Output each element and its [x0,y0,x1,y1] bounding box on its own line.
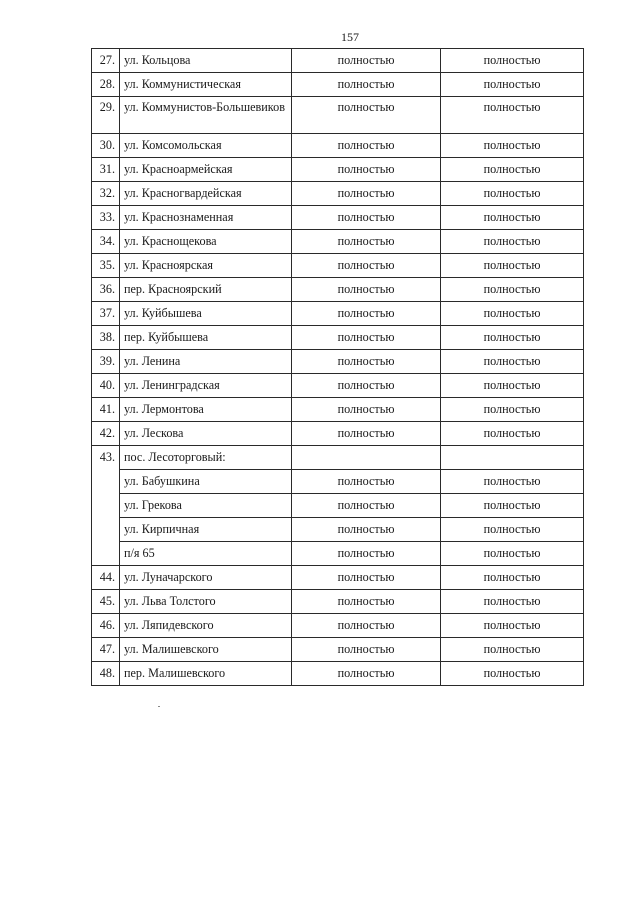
coverage-col-2: полностью [441,374,584,398]
street-name: пер. Красноярский [120,278,292,302]
table-row [92,73,584,97]
street-name: ул. Красноармейская [120,158,292,182]
table-row [92,422,584,446]
coverage-col-2: полностью [441,422,584,446]
street-name: ул. Ленинградская [120,374,292,398]
coverage-col-1: полностью [292,230,441,254]
street-name: ул. Куйбышева [120,302,292,326]
street-name: пер. Малишевского [120,662,292,686]
coverage-col-2: полностью [441,542,584,566]
row-number: 27. [92,49,120,73]
coverage-col-1: полностью [292,206,441,230]
coverage-col-1: полностью [292,398,441,422]
table-row [92,662,584,686]
coverage-col-2: полностью [441,278,584,302]
street-name: ул. Кольцова [120,49,292,73]
table-row [92,566,584,590]
coverage-col-1: полностью [292,350,441,374]
coverage-col-1: полностью [292,49,441,73]
street-name: ул. Краснощекова [120,230,292,254]
scan-dot [158,706,160,707]
row-number: 41. [92,398,120,422]
coverage-col-2: полностью [441,518,584,542]
table-row [92,374,584,398]
coverage-col-2: полностью [441,158,584,182]
street-name: ул. Малишевского [120,638,292,662]
table-row [92,590,584,614]
table-row [92,49,584,73]
row-number: 29. [92,97,120,134]
street-name: п/я 65 [120,542,292,566]
table-row [92,446,584,470]
coverage-col-1: полностью [292,470,441,494]
coverage-col-1: полностью [292,134,441,158]
row-number: 30. [92,134,120,158]
coverage-col-1: полностью [292,614,441,638]
table-row [92,206,584,230]
coverage-col-2 [441,446,584,470]
coverage-col-1: полностью [292,158,441,182]
coverage-col-1: полностью [292,374,441,398]
street-name: ул. Кирпичная [120,518,292,542]
street-name: ул. Комсомольская [120,134,292,158]
street-name: ул. Красногвардейская [120,182,292,206]
coverage-col-2: полностью [441,566,584,590]
table-row [92,638,584,662]
row-number: 48. [92,662,120,686]
table-row [92,134,584,158]
street-name: ул. Луначарского [120,566,292,590]
coverage-col-1: полностью [292,254,441,278]
street-name: пос. Лесоторговый: [120,446,292,470]
street-name: ул. Краснознаменная [120,206,292,230]
row-number: 42. [92,422,120,446]
coverage-col-2: полностью [441,182,584,206]
row-number: 43. [92,446,120,470]
table-row [92,398,584,422]
coverage-col-2: полностью [441,134,584,158]
table-row [92,614,584,638]
row-number [92,494,120,518]
table-row [92,350,584,374]
coverage-col-2: полностью [441,494,584,518]
row-number: 47. [92,638,120,662]
coverage-col-2: полностью [441,206,584,230]
row-number [92,470,120,494]
coverage-col-1: полностью [292,278,441,302]
row-number: 31. [92,158,120,182]
streets-table-body [92,49,584,686]
row-number: 39. [92,350,120,374]
coverage-col-1: полностью [292,302,441,326]
coverage-col-1: полностью [292,97,441,134]
table-row [92,278,584,302]
street-name: ул. Льва Толстого [120,590,292,614]
street-name: ул. Грекова [120,494,292,518]
row-number: 44. [92,566,120,590]
street-name: ул. Коммунистическая [120,73,292,97]
coverage-col-2: полностью [441,614,584,638]
table-row [92,470,584,494]
table-row [92,230,584,254]
row-number: 45. [92,590,120,614]
coverage-col-1: полностью [292,326,441,350]
coverage-col-1 [292,446,441,470]
table-row [92,97,584,134]
coverage-col-1: полностью [292,566,441,590]
coverage-col-1: полностью [292,542,441,566]
row-number: 35. [92,254,120,278]
coverage-col-1: полностью [292,638,441,662]
coverage-col-2: полностью [441,350,584,374]
street-name: ул. Лескова [120,422,292,446]
coverage-col-2: полностью [441,398,584,422]
street-name: ул. Ленина [120,350,292,374]
row-number: 33. [92,206,120,230]
coverage-col-2: полностью [441,97,584,134]
street-name: пер. Куйбышева [120,326,292,350]
table-row [92,542,584,566]
row-number: 37. [92,302,120,326]
streets-table [91,48,584,686]
coverage-col-2: полностью [441,302,584,326]
row-number: 36. [92,278,120,302]
coverage-col-1: полностью [292,73,441,97]
table-row [92,326,584,350]
coverage-col-1: полностью [292,182,441,206]
row-number: 28. [92,73,120,97]
row-number [92,542,120,566]
coverage-col-2: полностью [441,638,584,662]
table-row [92,254,584,278]
row-number: 38. [92,326,120,350]
table-row [92,158,584,182]
street-name: ул. Красноярская [120,254,292,278]
coverage-col-2: полностью [441,326,584,350]
coverage-col-2: полностью [441,73,584,97]
table-row [92,518,584,542]
street-name: ул. Лермонтова [120,398,292,422]
coverage-col-1: полностью [292,494,441,518]
table-row [92,494,584,518]
page-number: 157 [341,30,359,44]
coverage-col-2: полностью [441,662,584,686]
street-name: ул. Бабушкина [120,470,292,494]
row-number: 34. [92,230,120,254]
row-number: 32. [92,182,120,206]
coverage-col-2: полностью [441,590,584,614]
coverage-col-2: полностью [441,470,584,494]
street-name: ул. Коммунистов-Большевиков [120,97,292,134]
row-number: 46. [92,614,120,638]
table-row [92,302,584,326]
coverage-col-2: полностью [441,49,584,73]
row-number: 40. [92,374,120,398]
coverage-col-1: полностью [292,590,441,614]
coverage-col-1: полностью [292,518,441,542]
table-row [92,182,584,206]
row-number [92,518,120,542]
coverage-col-2: полностью [441,254,584,278]
coverage-col-1: полностью [292,422,441,446]
street-name: ул. Ляпидевского [120,614,292,638]
coverage-col-1: полностью [292,662,441,686]
coverage-col-2: полностью [441,230,584,254]
